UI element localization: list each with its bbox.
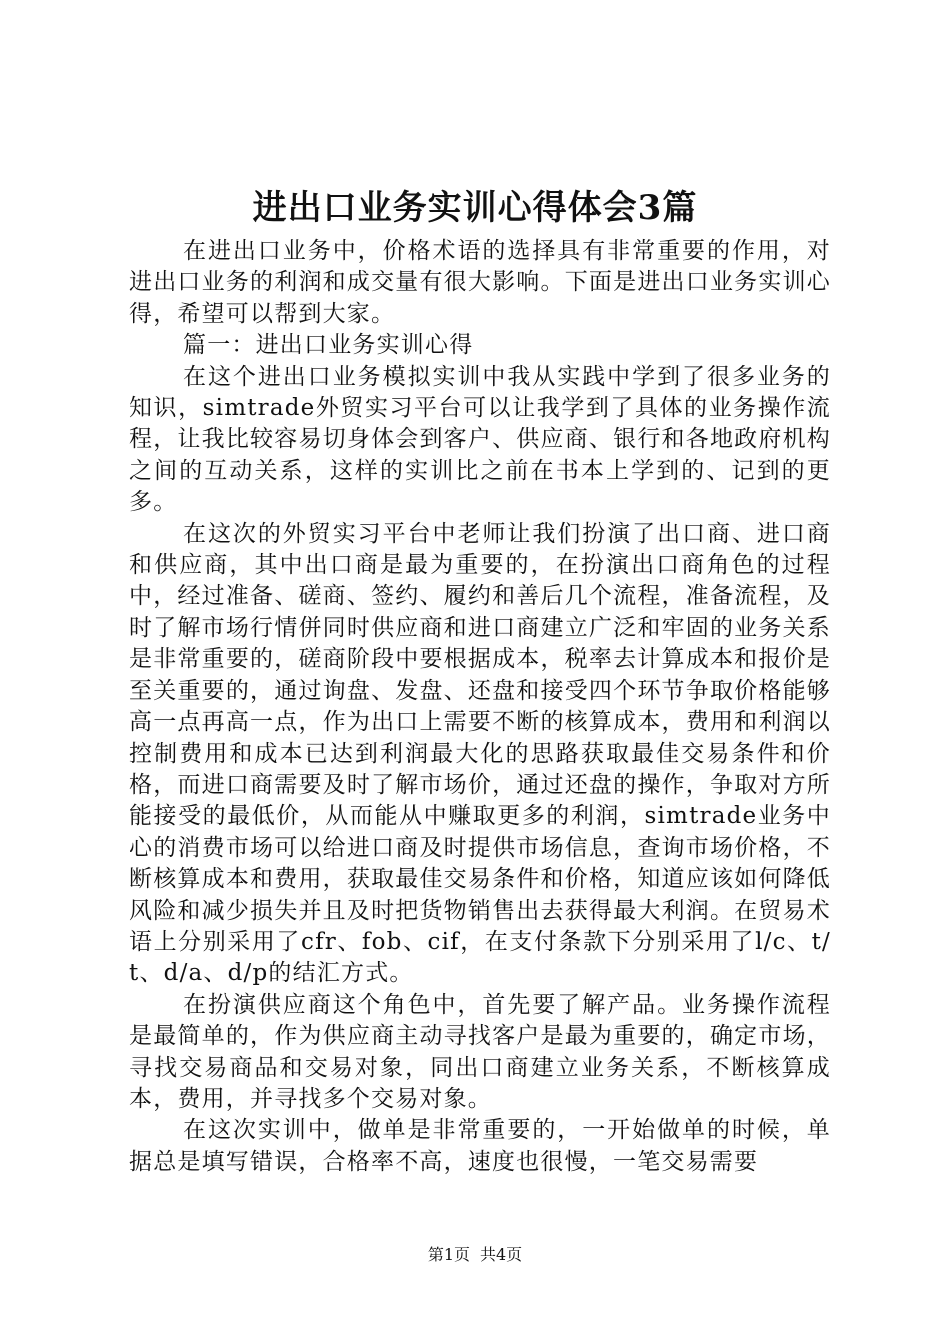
document-body — [129, 236, 831, 1178]
paragraph: 在这次实训中，做单是非常重要的，一开始做单的时候，单据总是填写错误，合格率不高，速度也很慢，一笔交易需要 — [129, 1117, 831, 1175]
paragraph: 在扮演供应商这个角色中，首先要了解产品。业务操作流程是最简单的，作为供应商主动寻找客户是最为重要的，确定市场，寻找交易商品和交易对象，同出口商建立业务关系，不断核算成本，费用，并寻找多个交易对象。 — [129, 991, 831, 1112]
page-number: 第1页 — [427, 1245, 470, 1264]
paragraph: 在这个进出口业务模拟实训中我从实践中学到了很多业务的知识，simtrade外贸实习平台可以让我学到了具体的业务操作流程，让我比较容易切身体会到客户、供应商、银行和各地政府机构之间的互动关系，这样的实训比之前在书本上学到的、记到的更多。 — [129, 363, 831, 516]
paragraph: 在这次的外贸实习平台中老师让我们扮演了出口商、进口商和供应商，其中出口商是最为重要的，在扮演出口商角色的过程中，经过准备、磋商、签约、履约和善后几个流程，准备流程，及时了解市场行情併同时供应商和进口商建立广泛和牢固的业务关系是非常重要的，磋商阶段中要根据成本，税率去计算成本和报价是至关重要的，通过询盘、发盘、还盘和接受四个环节争取价格能够高一点再高一点，作为出口上需要不断的核算成本，费用和利润以控制费用和成本已达到利润最大化的思路获取最佳交易条件和价格，而进口商需要及时了解市场价，通过还盘的操作，争取对方所能接受的最低价，从而能从中赚取更多的利润，simtrade业务中心的消费市场可以给进口商及时提供市场信息，查询市场价格，不断核算成本和费用，获取最佳交易条件和价格，知道应该如何降低风险和减少损失并且及时把货物销售出去获得最大利润。在贸易术语上分别采用了cfr、fob、cif，在支付条款下分别采用了l/c、t/t、d/a、d/p的结汇方式。 — [129, 520, 831, 987]
document-title: 进出口业务实训心得体会3篇 — [252, 188, 698, 228]
page-total: 共4页 — [480, 1245, 523, 1264]
paragraph-intro: 在进出口业务中，价格术语的选择具有非常重要的作用，对进出口业务的利润和成交量有很大影响。下面是进出口业务实训心得，希望可以帮到大家。 — [129, 238, 831, 327]
page-footer — [0, 1244, 950, 1266]
section-heading: 篇一：进出口业务实训心得 — [183, 332, 474, 359]
